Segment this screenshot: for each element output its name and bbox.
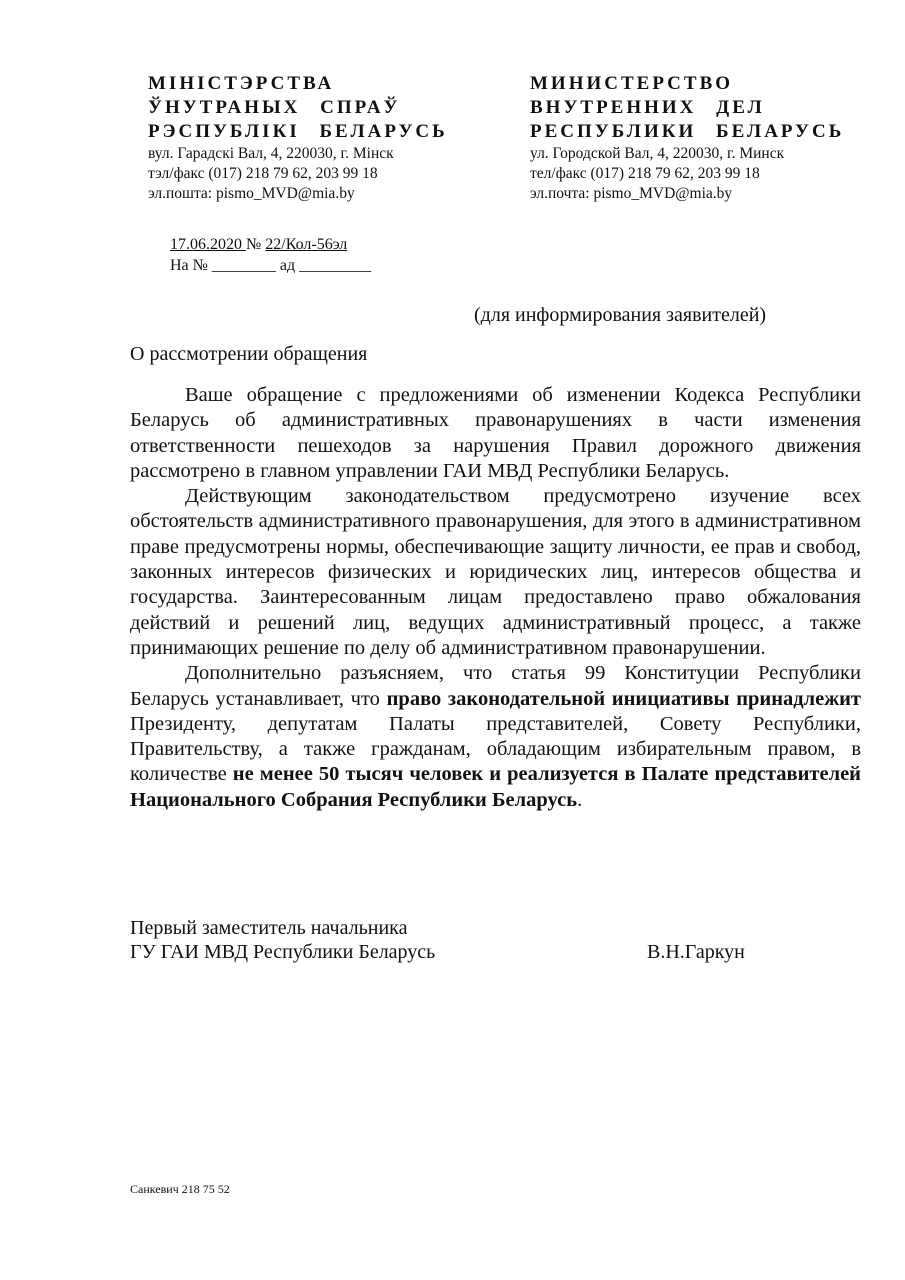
reference-line: На № ________ ад _________ (170, 257, 372, 274)
paragraph: Ваше обращение с предложениями об изменении Кодекса Республики Беларусь об административных правонарушениях в части изменения ответственности пешеходов за нарушения Правил дорожного движения рассмотрено в главном управлении ГАИ МВД Республики Беларусь. (130, 384, 861, 482)
address: вул. Гарадскі Вал, 4, 220030, г. Мінск (148, 145, 394, 162)
email: эл.почта: pismo_MVD@mia.by (530, 185, 733, 202)
ministry-title-line: МИНИСТЕРСТВО (530, 73, 734, 94)
subject: О рассмотрении обращения (130, 343, 368, 365)
phone: тэл/факс (017) 218 79 62, 203 99 18 (148, 165, 378, 182)
letter-body (130, 383, 861, 813)
signer-position: ГУ ГАИ МВД Республики Беларусь (130, 941, 436, 963)
addressee-note: (для информирования заявителей) (474, 304, 767, 326)
registration-block (170, 234, 371, 276)
address: ул. Городской Вал, 4, 220030, г. Минск (530, 145, 785, 162)
text-segment: Дополнительно разъясняем, что статья 99 Конституции Республики Беларусь устанавливает, что (130, 662, 861, 710)
ministry-title-line: ЎНУТРАНЫХ СПРАЎ (148, 97, 401, 118)
paragraph (130, 661, 861, 813)
header-russian (530, 72, 844, 204)
ministry-title-line: РЕСПУБЛИКИ БЕЛАРУСЬ (530, 121, 845, 142)
executor-note: Санкевич 218 75 52 (130, 1182, 230, 1196)
paragraph: Действующим законодательством предусмотрено изучение всех обстоятельств административного правонарушения, для этого в административном праве предусмотрены нормы, обеспечивающие защиту личности, ее прав и свобод, законных интересов физических и юридических лиц, интересов общества и государства. Заинтересованным лицам предоставлено право обжалования действий и решений лиц, ведущих административный процесс, а также принимающих решение по делу об административном правонарушении. (130, 485, 861, 659)
phone: тел/факс (017) 218 79 62, 203 99 18 (530, 165, 760, 182)
text-segment: . (577, 788, 583, 811)
email: эл.пошта: pismo_MVD@mia.by (148, 185, 355, 202)
bold-segment: право законодательной инициативы принадлежит (386, 687, 861, 710)
header-belarusian (148, 72, 448, 204)
letter-date: 17.06.2020 (170, 236, 246, 253)
number-label: № (246, 236, 266, 253)
bold-segment: не менее 50 тысяч человек и реализуется в Палате представителей Национального Собрания Республики Беларусь (130, 763, 861, 811)
signer-name: В.Н.Гаркун (647, 941, 745, 963)
ministry-title-line: ВНУТРЕННИХ ДЕЛ (530, 97, 765, 118)
signer-position: Первый заместитель начальника (130, 917, 408, 939)
letter-number: 22/Кол-56эл (265, 236, 348, 253)
ministry-title-line: РЭСПУБЛІКІ БЕЛАРУСЬ (148, 121, 448, 142)
text-segment: Президенту, депутатам Палаты представителей, Совету Республики, Правительству, а также гражданам, обладающим избирательным правом, в количестве (130, 712, 861, 786)
ministry-title-line: МІНІСТЭРСТВА (148, 73, 335, 94)
signature-block (130, 916, 770, 964)
